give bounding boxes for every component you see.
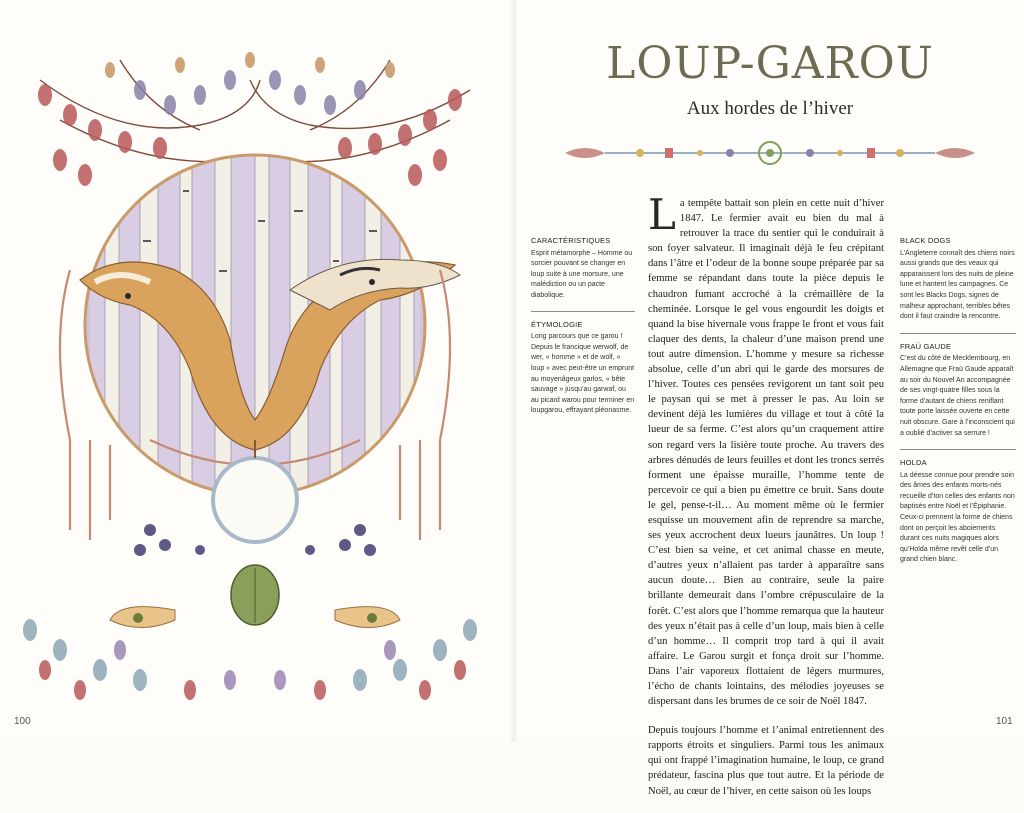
decorative-divider — [560, 138, 980, 168]
section-heading: CARACTÉRISTIQUES — [531, 236, 611, 245]
section-heading: ÉTYMOLOGIE — [531, 319, 583, 329]
bottom-leaves — [23, 619, 477, 700]
sidebar-section-frau-gaude — [900, 342, 1016, 439]
sidebar-section-characteristics — [531, 236, 635, 302]
section-text: Esprit métamorphe – Homme ou sorcier pouvant se changer en loup suite à une morsure, une malédiction ou un pacte diabolique. — [531, 249, 633, 299]
section-heading: FRAÜ GAUDE — [900, 341, 952, 351]
sidebar-section-black-dogs — [900, 236, 1016, 323]
page-number-left: 100 — [14, 716, 31, 727]
page-title: LOUP-GAROU — [606, 38, 934, 89]
section-divider — [900, 449, 1016, 450]
drop-cap: L — [648, 190, 676, 239]
section-heading: BLACK DOGS — [900, 236, 951, 245]
sidebar-left — [531, 236, 635, 417]
paragraph-2: Depuis toujours l’homme et l’animal entretiennent des rapports étroits et singuliers. Parmi tous les animaux qui ont frappé l’imagination humaine, le loup, ce grand prédateur, fascina plus que tout autre. Et la période de Noël, au cœur de l’hiver, en cette saison où les loups — [648, 725, 884, 797]
sidebar-section-holda — [900, 458, 1016, 566]
sidebar-section-etymology — [531, 320, 635, 417]
page-gutter — [510, 0, 518, 742]
werewolf-illustration — [0, 20, 505, 710]
section-text: Long parcours que ce garou ! Depuis le francique werwolf, de wer, « homme » et de wolf, « loup » avec peut-être un emprunt au moyenâgeux garlos, « bête sauvage » jusqu’au garwaf, ou au picard warou pour terminer en loupgarou, effrayant pléonasme. — [531, 333, 635, 415]
top-branches — [40, 60, 470, 162]
paragraph-1: La tempête battait son plein en cette nuit d’hiver 1847. Le fermier avait eu bien du mal à retrouver la trace du sentier qui le conduirait à son foyer salvateur. Il imaginait déjà le feu crépitant dans l’âtre et l’odeur de la bonne soupe préparée par sa femme se répandant dans toute la pièce depuis le chaudron fumant accroché à la crémaillère de la cheminée. Lorsque le gel vous engourdit les doigts et quand la bise hivernale vous frappe le front et vous fait claquer des dents, la chaleur d’une maison prend une tout autre dimension. L’homme y mesure sa richesse absolue, celle d’un abri qui le garde des morsures de l’hiver. Toutes ces pensées revigorent un tant soit peu le paysan qui se met à presser le pas. Au loin se devinent déjà les lumières du village et tout à côté la lueur de sa ferme. C’est alors qu’un craquement attire son regard vers la lisière toute proche. Au travers des arbres dénudés de leurs feuilles et dont les troncs serrés forment une épaisse muraille, l’homme tente de percevoir ce qui a bien pu émettre ce bruit. Sans doute le gel, pense-t-il… Au moment même où le fermier esquisse un mouvement afin de reprendre sa marche, ses yeux accrochent deux lueurs jaunâtres. Un loup ! C’est bien sa veine, et cet animal chasse en meute, d’autres yeux n’allaient pas tarder à apparaître sans aucun doute… Bien au contraire, seule la paire brillante demeurait dans l’ombre crépusculaire de la forêt. C’est alors que l’homme remarqua que la hauteur des yeux n’était pas à celle d’un loup, mais bien à celle d’un homme… Il comprit trop tard à qui il avait affaire. Le Garou surgit et fonça droit sur l’homme. Dans l’air vaporeux flottaient de légers murmures, l’écho de chants lointains, des mélodies joyeuses se dispersant dans les brumes de ce soir de Noël 1847. — [648, 190, 884, 708]
section-divider — [900, 333, 1016, 334]
section-heading: HOLDA — [900, 458, 927, 468]
section-text: C’est du côté de Mecklembourg, en Allemagne que Fraü Gaude apparaît au soir du Nouvel An accompagnée de ses vingt-quatre filles sous la forme d’autant de chiens reniflant toute porte laissée ouverte en cette nuit obscure. Gare à l’inconscient qui a oublié d’activer sa serrure ! — [900, 355, 1015, 437]
page-number-right: 101 — [996, 716, 1013, 727]
page-subtitle: Aux hordes de l’hiver — [686, 98, 854, 119]
article-body — [648, 190, 884, 813]
section-text: La déesse connue pour prendre soin des âmes des enfants morts-nés recueille d’ton celles des enfants non baptisés entre Noël et l’Épiphanie. Ceux-ci prennent la forme de chiens dont on perçoit les aboiements durant ces nuits magiques alors qu’Holda même revêt celle d’un grand chien blanc. — [900, 471, 1015, 564]
sidebar-right — [900, 236, 1016, 566]
section-text: L’Angleterre connaît des chiens noirs aussi grands que des veaux qui apparaissent lors des nuits de pleine lune et hantent les campagnes. Ce sont les Blacks Dogs, signes de malheur approchant, terribles bêtes dont il faut craindre la rencontre. — [900, 249, 1015, 321]
section-divider — [531, 311, 635, 312]
